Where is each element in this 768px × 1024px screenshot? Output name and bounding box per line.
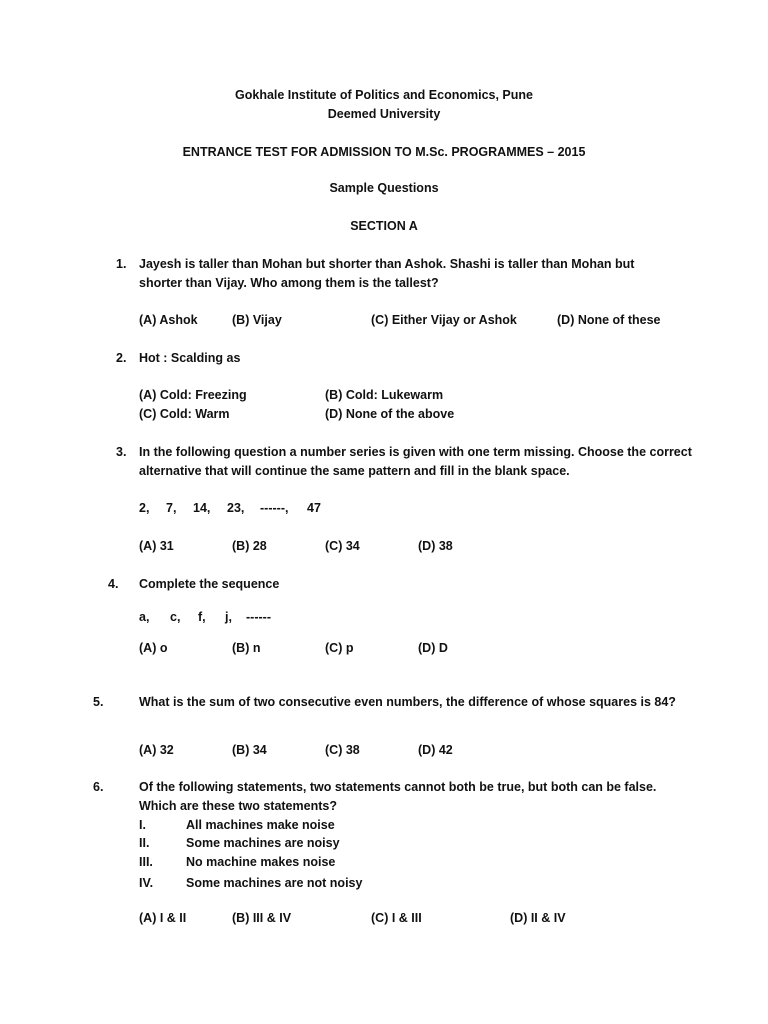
question-5-option-a: (A) 32 <box>139 743 174 757</box>
question-3-series-term: 47 <box>307 501 321 515</box>
question-1-number: 1. <box>116 257 127 271</box>
page-subtitle: Sample Questions <box>329 181 439 195</box>
question-2-number: 2. <box>116 351 127 365</box>
statement-2-numeral: II. <box>139 836 150 850</box>
question-3-text-line-2: alternative that will continue the same pattern and fill in the blank space. <box>139 464 570 478</box>
statement-4-numeral: IV. <box>139 876 154 890</box>
question-1-option-d: (D) None of these <box>557 313 661 327</box>
question-5-text: What is the sum of two consecutive even numbers, the difference of whose squares is 84? <box>139 695 676 709</box>
section-heading: SECTION A <box>350 219 418 233</box>
question-4-sequence-term: f, <box>198 610 206 624</box>
question-4-option-d: (D) D <box>418 641 448 655</box>
question-1-text-line-1: Jayesh is taller than Mohan but shorter than Ashok. Shashi is taller than Mohan but <box>139 257 635 271</box>
statement-3-text: No machine makes noise <box>186 855 336 869</box>
question-4-sequence-term: c, <box>170 610 181 624</box>
question-3-option-d: (D) 38 <box>418 539 453 553</box>
question-1-text-line-2: shorter than Vijay. Who among them is the tallest? <box>139 276 439 290</box>
question-3-series-blank: ------, <box>260 501 289 515</box>
question-6-option-a: (A) I & II <box>139 911 187 925</box>
question-4-sequence-blank: ------ <box>246 610 271 624</box>
question-6-text-line-2: Which are these two statements? <box>139 799 337 813</box>
question-1-option-c: (C) Either Vijay or Ashok <box>371 313 517 327</box>
question-4-option-c: (C) p <box>325 641 354 655</box>
question-1-option-a: (A) Ashok <box>139 313 198 327</box>
question-4-text: Complete the sequence <box>139 577 280 591</box>
statement-2-text: Some machines are noisy <box>186 836 340 850</box>
question-2-option-a: (A) Cold: Freezing <box>139 388 247 402</box>
question-3-option-b: (B) 28 <box>232 539 267 553</box>
question-6-option-c: (C) I & III <box>371 911 422 925</box>
statement-4-text: Some machines are not noisy <box>186 876 363 890</box>
question-4-sequence-term: j, <box>225 610 232 624</box>
question-2-option-b: (B) Cold: Lukewarm <box>325 388 444 402</box>
question-3-option-c: (C) 34 <box>325 539 360 553</box>
question-5-option-b: (B) 34 <box>232 743 267 757</box>
question-2-option-c: (C) Cold: Warm <box>139 407 230 421</box>
question-6-option-b: (B) III & IV <box>232 911 292 925</box>
question-4-option-b: (B) n <box>232 641 261 655</box>
statement-1-numeral: I. <box>139 818 146 832</box>
question-1-option-b: (B) Vijay <box>232 313 282 327</box>
question-3-series-term: 7, <box>166 501 177 515</box>
statement-3-numeral: III. <box>139 855 153 869</box>
question-4-sequence-term: a, <box>139 610 150 624</box>
question-2-text: Hot : Scalding as <box>139 351 241 365</box>
question-6-text-line-1: Of the following statements, two statements cannot both be true, but both can be false. <box>139 780 657 794</box>
question-3-series-term: 2, <box>139 501 150 515</box>
question-6-option-d: (D) II & IV <box>510 911 566 925</box>
question-5-option-d: (D) 42 <box>418 743 453 757</box>
university-label: Deemed University <box>327 107 441 121</box>
question-5-option-c: (C) 38 <box>325 743 360 757</box>
question-3-number: 3. <box>116 445 127 459</box>
statement-1-text: All machines make noise <box>186 818 335 832</box>
institute-name: Gokhale Institute of Politics and Economics, Pune <box>235 88 533 102</box>
question-2-option-d: (D) None of the above <box>325 407 455 421</box>
question-3-option-a: (A) 31 <box>139 539 174 553</box>
question-6-number: 6. <box>93 780 104 794</box>
question-4-option-a: (A) o <box>139 641 168 655</box>
question-3-series-term: 23, <box>227 501 245 515</box>
question-3-series-term: 14, <box>193 501 211 515</box>
test-title: ENTRANCE TEST FOR ADMISSION TO M.Sc. PROGRAMMES – 2015 <box>182 145 586 159</box>
question-5-number: 5. <box>93 695 104 709</box>
question-4-number: 4. <box>108 577 119 591</box>
question-3-text-line-1: In the following question a number series is given with one term missing. Choose the correct <box>139 445 692 459</box>
